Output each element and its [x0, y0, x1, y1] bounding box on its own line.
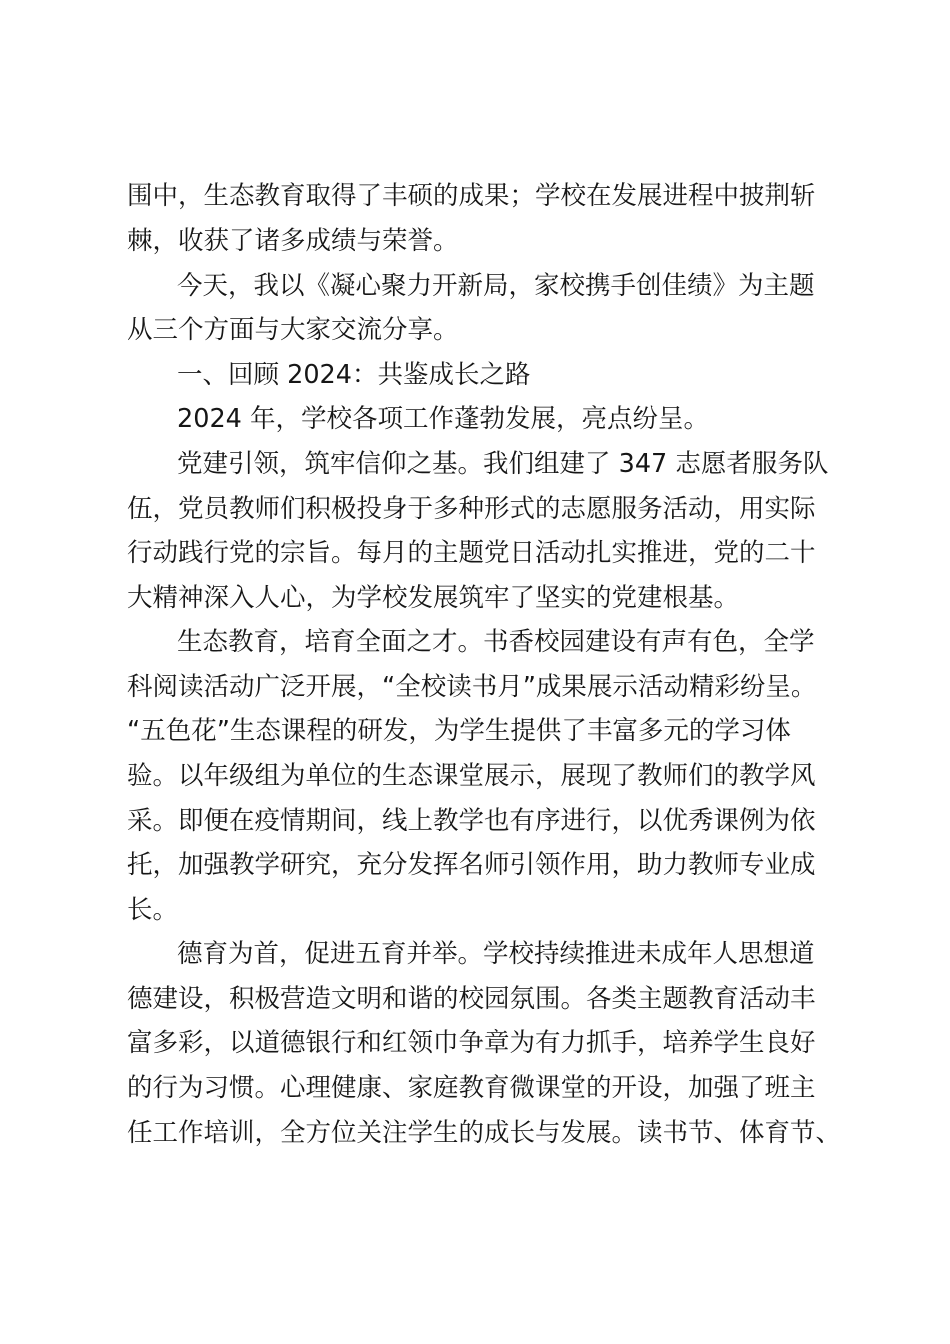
text-line: 富多彩，以道德银行和红领巾争章为有力抓手，培养学生良好 [127, 1028, 816, 1058]
paragraph-first-line: 2024 年，学校各项工作蓬勃发展，亮点纷呈。 [177, 404, 710, 434]
paragraph-first-line: 德育为首，促进五育并举。学校持续推进未成年人思想道 [177, 939, 815, 969]
text-line: 棘，收获了诸多成绩与荣誉。 [127, 226, 459, 256]
text-line: 德建设，积极营造文明和谐的校园氛围。各类主题教育活动丰 [127, 984, 816, 1014]
text-line: 围中，生态教育取得了丰硕的成果；学校在发展进程中披荆斩 [127, 181, 816, 211]
text-line: 采。即便在疫情期间，线上教学也有序进行，以优秀课例为依 [127, 806, 816, 836]
text-line: 托，加强教学研究，充分发挥名师引领作用，助力教师专业成 [127, 850, 816, 880]
paragraph-first-line: 生态教育，培育全面之才。书香校园建设有声有色，全学 [177, 627, 815, 657]
text-line: 科阅读活动广泛开展，“全校读书月”成果展示活动精彩纷呈。 [127, 672, 817, 702]
text-line: 长。 [127, 895, 179, 925]
text-line: 大精神深入人心，为学校发展筑牢了坚实的党建根基。 [127, 583, 740, 613]
text-line: “五色花”生态课程的研发，为学生提供了丰富多元的学习体 [127, 716, 791, 746]
text-line: 任工作培训，全方位关注学生的成长与发展。读书节、体育节、 [127, 1118, 842, 1148]
text-line: 行动践行党的宗旨。每月的主题党日活动扎实推进，党的二十 [127, 538, 816, 568]
text-line: 伍，党员教师们积极投身于多种形式的志愿服务活动，用实际 [127, 494, 816, 524]
paragraph-first-line: 今天，我以《凝心聚力开新局，家校携手创佳绩》为主题 [177, 271, 815, 301]
section-heading: 一、回顾 2024：共鉴成长之路 [177, 360, 531, 390]
text-line: 从三个方面与大家交流分享。 [127, 315, 459, 345]
text-line: 的行为习惯。心理健康、家庭教育微课堂的开设，加强了班主 [127, 1073, 816, 1103]
paragraph-first-line: 党建引领，筑牢信仰之基。我们组建了 347 志愿者服务队 [177, 449, 829, 479]
text-line: 验。以年级组为单位的生态课堂展示，展现了教师们的教学风 [127, 761, 816, 791]
